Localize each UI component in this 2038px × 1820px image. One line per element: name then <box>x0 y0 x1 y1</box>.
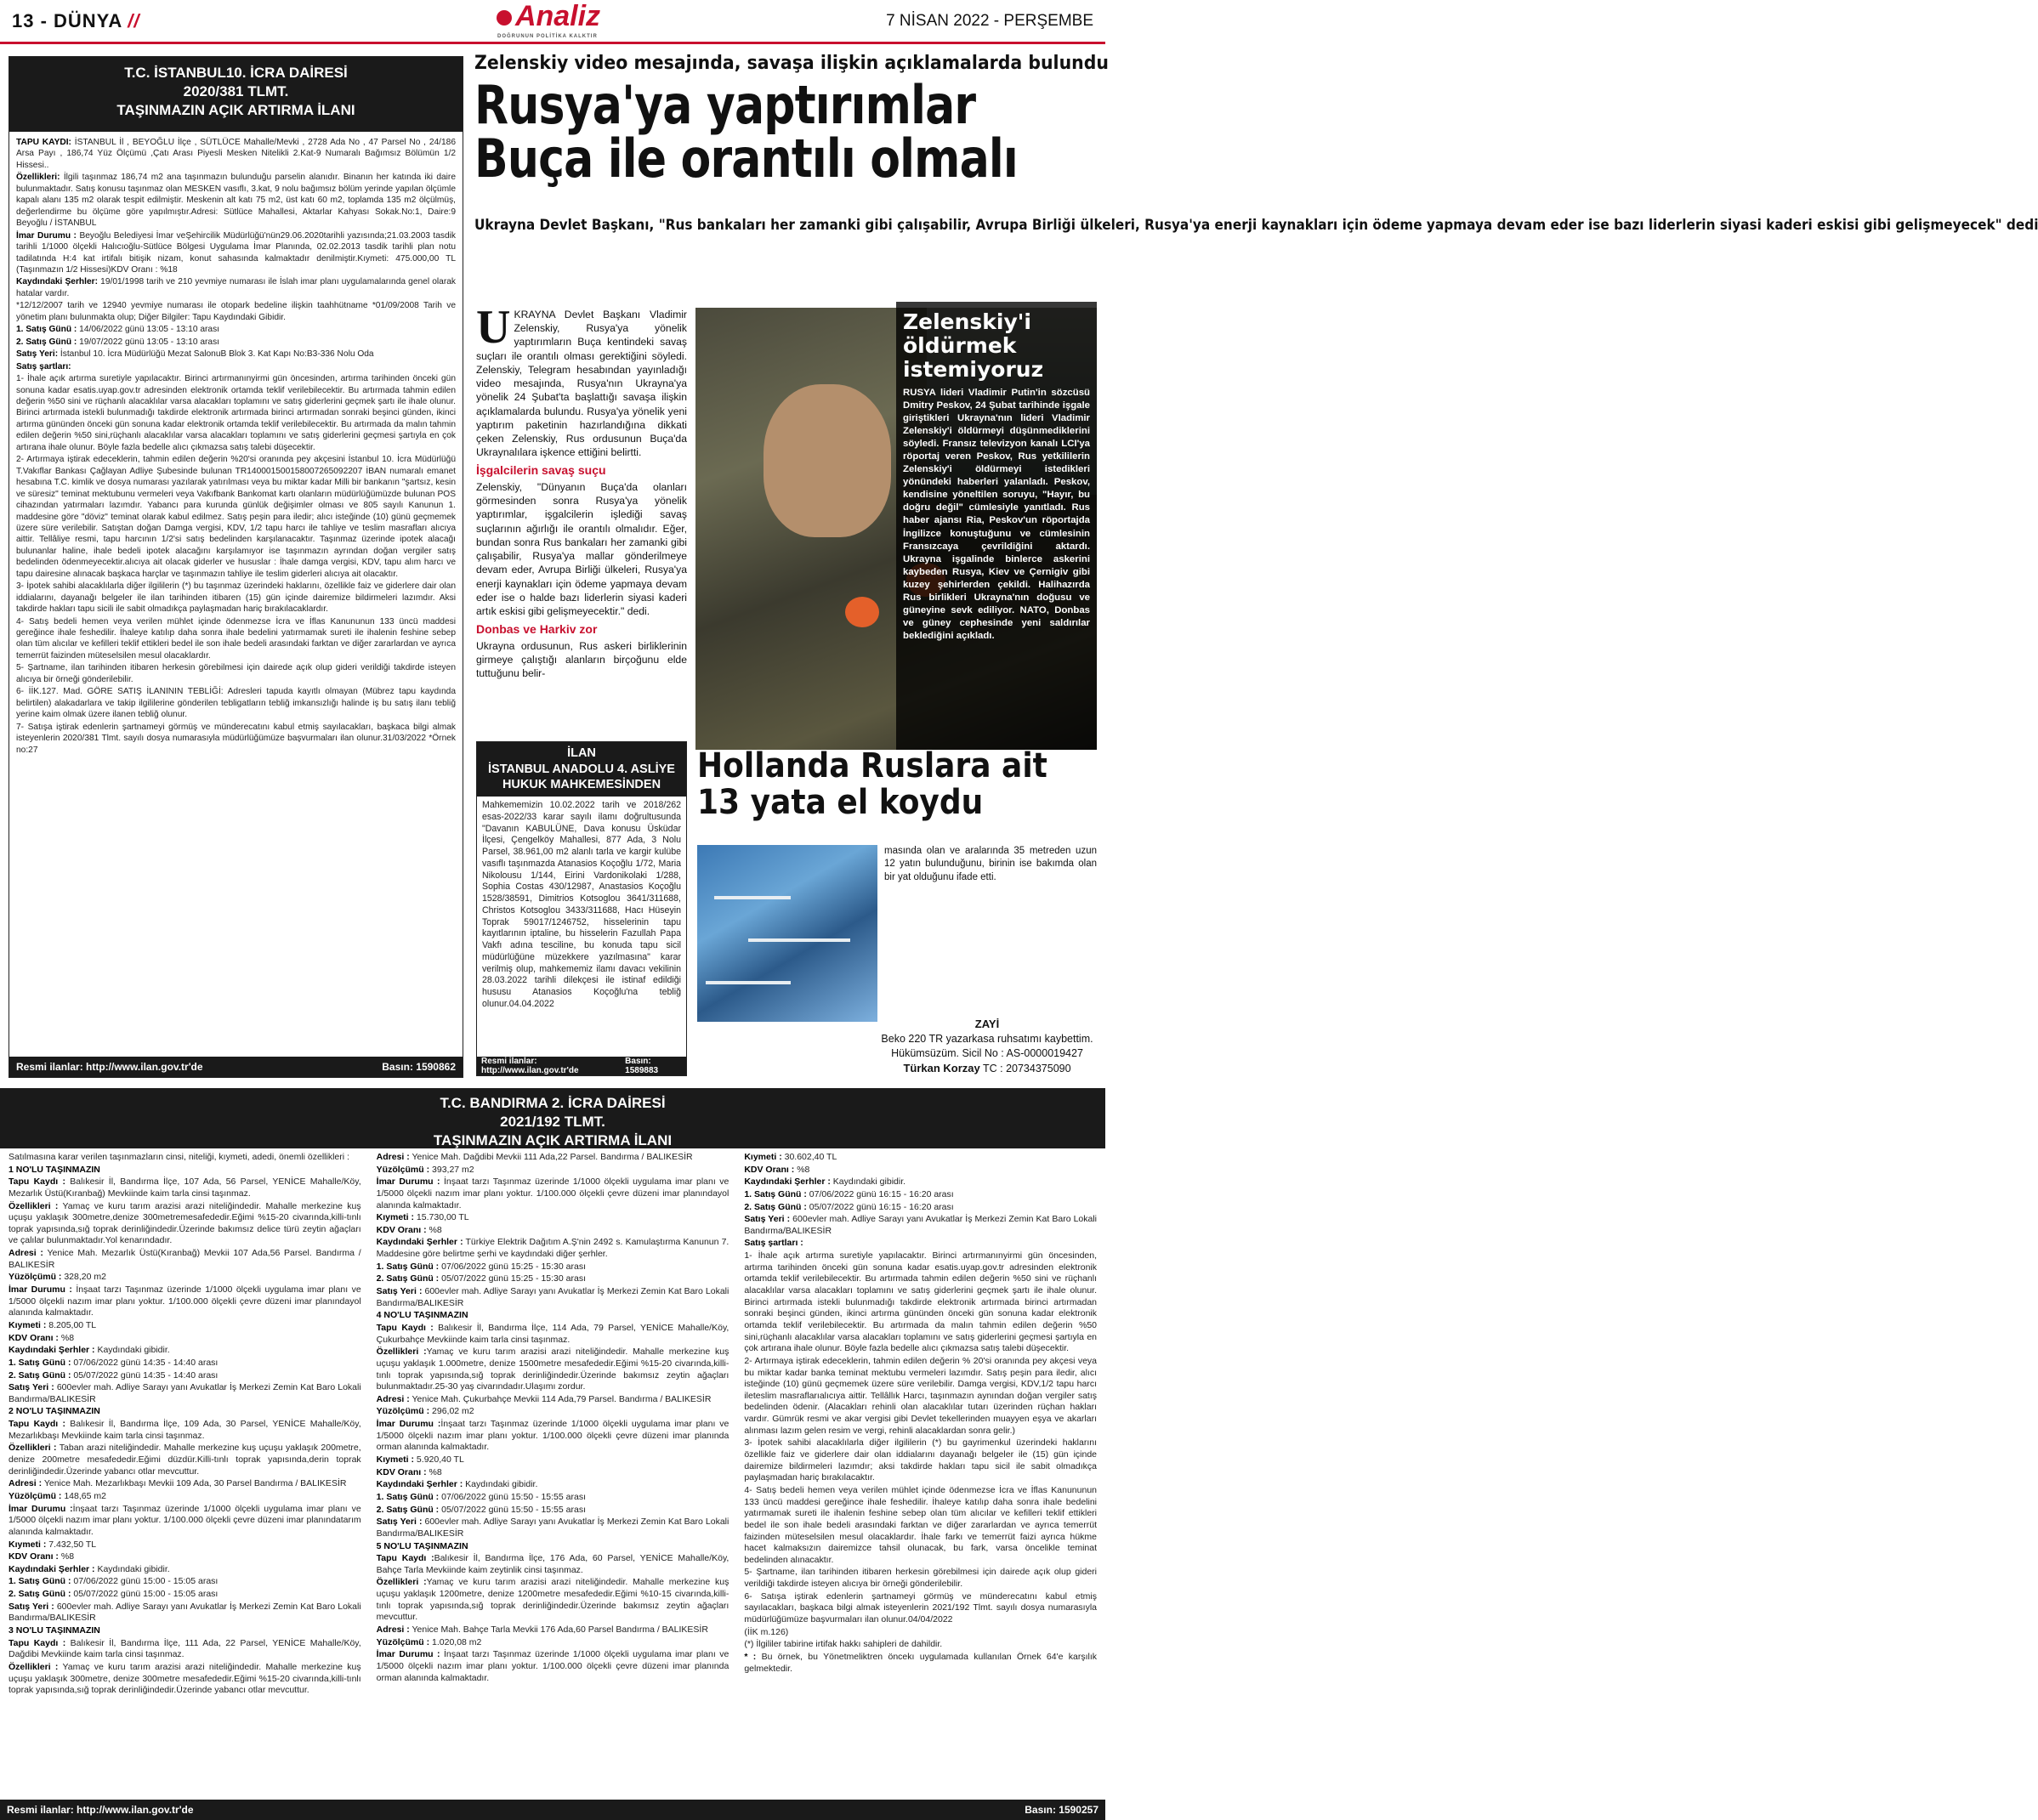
bottom-notice-column-3 <box>744 1152 1097 1798</box>
bottom-notice-footer <box>0 1800 1105 1820</box>
notice-paragraph: Satış Yeri : 600evler mah. Adliye Sarayı yanı Avukatlar İş Merkezi Zemin Kat Baro Lokali Bandırma/BALIKESİR <box>744 1214 1098 1236</box>
headline-line1: Rusya'ya yaptırımlar <box>474 74 976 136</box>
notice-paragraph: Satış Yeri : 600evler mah. Adliye Sarayı yanı Avukatlar İş Merkezi Zemin Kat Baro Lokali Bandırma/BALIKESİR <box>376 1517 729 1539</box>
article-deck: Ukrayna Devlet Başkanı, "Rus bankaları her zamanki gibi çalışabilir, Avrupa Birliği ülkeleri, Rusya'ya enerji kaynakları için ödeme yapmaya devam eder ise bazı liderlerin siyasi kaderi eskisi gibi gelişmeyecek" dedi <box>474 217 2038 234</box>
left-notice-footer-url: Resmi ilanlar: http://www.ilan.gov.tr'de <box>16 1061 203 1073</box>
logo-mark-icon <box>497 10 512 26</box>
yacht-shape <box>706 981 791 984</box>
notice-paragraph: Tapu Kaydı : Balıkesir İl, Bandırma İlçe, 109 Ada, 30 Parsel, YENİCE Mahalle/Köy, Mezarlıkbaşı Mevkiinde kaim tarla cinsi taşınmaz. <box>9 1419 361 1441</box>
headline-line2: Buça ile orantılı olmalı <box>474 128 1018 190</box>
zayi-notice <box>876 1017 1098 1076</box>
yacht-shape <box>714 896 791 899</box>
hollanda-headline: Hollanda Ruslara ait 13 yata el koydu <box>697 746 1047 823</box>
notice-paragraph: 4- Satış bedeli hemen veya verilen mühlet içinde ödenmezse İcra ve İflas Kanununun 133 üncü maddesi gereğince ihale feshedilir. İhaleye katılıp daha sonra ihale bedelini yatırmamak sureti ile ihalenin feshine sebep olan tüm alıcılar ve kefilleri teklif ettikleri bedel ile son ihale bedeli arasındaki farktan ve diğer zararlardan ve ayrıca temerrüt faizinden müteselsilen mesul olacaklardır. <box>16 616 456 661</box>
notice-paragraph: 2. Satış Günü : 05/07/2022 günü 15:50 - 15:55 arası <box>376 1504 586 1515</box>
sidebar-title: Zelenskiy'i öldürmek istemiyoruz <box>903 309 1044 382</box>
notice-paragraph: 2. Satış Günü : 05/07/2022 günü 15:00 - 15:05 arası <box>9 1589 219 1600</box>
notice-paragraph: (*) İlgililer tabirine irtifak hakkı sahipleri de dahildir. <box>744 1639 943 1650</box>
bottom-notice-footer-code: Basın: 1590257 <box>1025 1804 1098 1816</box>
notice-paragraph: Özellikleri :Yamaç ve kuru tarım arazisi arazi niteliğindedir. Mahalle merkezine kuş uçuşu yaklaşık 1.000metre, denize 1500metre mesafededir.Eğimi %15-20 civarında,killi-tınlı toprak yapısında,sığ toprak derinliğindedir.Üzerinde bakımsız zeytin ağaçları bulunmaktadır.25-30 yaş civarındadır.Ulaşımı zordur. <box>376 1347 729 1392</box>
photo-face <box>764 384 891 537</box>
notice-paragraph: Kıymeti : 5.920,40 TL <box>376 1454 464 1466</box>
left-notice-title2: 2020/381 TLMT. <box>183 83 289 100</box>
article-column-1 <box>476 301 687 741</box>
left-legal-notice <box>9 56 463 1078</box>
hollanda-col-2 <box>884 845 1097 886</box>
yacht-shape <box>748 938 850 942</box>
article-subhead: Donbas ve Harkiv zor <box>476 622 598 637</box>
notice-paragraph: Yüzölçümü : 296,02 m2 <box>376 1406 474 1417</box>
yacht-photo <box>697 845 877 1022</box>
notice-paragraph: 2. Satış Günü : 19/07/2022 günü 13:05 - 13:10 arası <box>16 337 219 347</box>
notice-paragraph: İmar Durumu :İnşaat tarzı Taşınmaz üzerinde 1/1000 ölçekli uygulama imar planı ve 1/5000 ölçekli nazım imar planı yoktur. 1/100.000 ölçekli çevre düzeni imar planında orman alanında kalmaktadır. <box>376 1419 729 1453</box>
left-notice-body <box>9 132 463 1050</box>
notice-paragraph: Satış şartları : <box>744 1238 803 1249</box>
left-notice-title3: TAŞINMAZIN AÇIK ARTIRMA İLANI <box>116 102 355 119</box>
notice-paragraph: Yüzölçümü : 393,27 m2 <box>376 1164 474 1175</box>
sidebar-text <box>903 387 1090 643</box>
notice-paragraph: Yüzölçümü : 148,65 m2 <box>9 1490 106 1501</box>
left-notice-header <box>9 57 463 132</box>
notice-paragraph: KDV Oranı : %8 <box>376 1224 442 1235</box>
sidebar-lead: RUSYA <box>903 388 936 398</box>
notice-paragraph: Özellikleri : Taban arazi niteliğindedir. Mahalle merkezine kuş uçuşu yaklaşık 200metre, denize 200metre mesafededir.Eğimi düzdür.Killi-tınlı toprak yapısında,derin toprak derinliğindedir.Üzerinde yabancı otlar mevcuttur. <box>9 1443 361 1477</box>
notice-paragraph: Adresi : Yenice Mah. Mezarlıkbaşı Mevkii 109 Ada, 30 Parsel Bandırma / BALIKESİR <box>9 1478 347 1489</box>
bottom-notice-columns <box>9 1152 1097 1798</box>
notice-paragraph: (İİK m.126) <box>744 1626 789 1637</box>
notice-paragraph: Kaydındaki Şerhler : Kaydındaki gibidir. <box>9 1345 170 1356</box>
notice-paragraph: 2- Artırmaya iştirak edeceklerin, tahmin edilen değerin % 20'si oranında pey akçesi veya bu miktar kadar banka teminat mektubu vermeleri lazımdır. Satış peşin para iledir, alıcı isteğinde (10) günü geçmemek üzere süre verilebilir. Damga vergisi, KDV,1/2 tapu harcı ileteslim masraflarıalıcıya aittir. Tellâllık Harcı, taşınmazın aynından doğan vergiler satış bedelinden ödenir. (Alacakları rehinli olan alacaklılar tutarı üzerinden rüçhan hakları vardır. Gümrük resmi ve akar vergisi gibi Devlet tekellerinden muayyen eşya ve akarları alınması lazım gelen resim ve vergi, rehinli alacaklardan sonra gelir.) <box>744 1355 1098 1436</box>
article-kicker: Zelenskiy video mesajında, savaşa ilişkin açıklamalarda bulundu <box>474 53 1109 74</box>
notice-paragraph: Özellikleri :Yamaç ve kuru tarım arazisi arazi niteliğindedir. Mahalle merkezine kuş uçuşu yaklaşık 1200metre, denize 1200metre mesafededir.Eğimi %10-15 civarında,killi-tınlı toprak yapısında,sığ toprak derinliğindedir.Üzerinde bakımsız zeytin ağaçları mevcuttur. <box>376 1577 729 1623</box>
notice-paragraph: *12/12/2007 tarih ve 12940 yevmiye numarası ile otopark bedeline ilişkin taahhütname *01/09/2008 Tarih ve yönetim planı bulunmakta olup; Diğer Bilgiler: Tapu Kaydındaki Gibidir. <box>16 301 456 322</box>
notice-paragraph: Adresi : Yenice Mah. Dağdibi Mevkii 111 Ada,22 Parsel. Bandırma / BALIKESİR <box>376 1152 693 1162</box>
notice-paragraph: 2. Satış Günü : 05/07/2022 günü 16:15 - 16:20 arası <box>744 1201 954 1212</box>
mid-notice-footer-url: Resmi ilanlar: http://www.ilan.gov.tr'de <box>481 1057 579 1075</box>
notice-paragraph: İmar Durumu : İnşaat tarzı Taşınmaz üzerinde 1/1000 ölçekli uygulama imar planı ve 1/5000 ölçekli nazım imar planı yoktur. 1/100.000 ölçekli çevre düzeni imar planında orman alanında kalmaktadır. <box>376 1649 729 1683</box>
zayi-title: ZAYİ <box>974 1018 1000 1030</box>
notice-paragraph: Satış Yeri: İstanbul 10. İcra Müdürlüğü Mezat SalonuB Blok 3. Kat Kapı No:B3-336 Nolu Oda <box>16 349 374 360</box>
notice-paragraph: Yüzölçümü : 328,20 m2 <box>9 1272 106 1283</box>
mid-notice-title2: İSTANBUL ANADOLU 4. ASLİYE <box>488 762 675 776</box>
notice-paragraph: KDV Oranı : %8 <box>9 1332 75 1343</box>
article-headline <box>474 74 1018 190</box>
notice-paragraph: 1. Satış Günü : 07/06/2022 günü 14:35 - 14:40 arası <box>9 1357 219 1368</box>
dropcap: U <box>476 301 511 354</box>
notice-paragraph: 2. Satış Günü : 05/07/2022 günü 14:35 - 14:40 arası <box>9 1369 219 1381</box>
notice-paragraph: 1 NO'LU TAŞINMAZIN <box>9 1164 100 1175</box>
notice-paragraph: Adresi : Yenice Mah. Bahçe Tarla Mevkii 176 Ada,60 Parsel Bandırma / BALIKESİR <box>376 1624 708 1635</box>
article-paragraph: Ukrayna ordusunun, Rus askeri birliklerinin girmeye çalıştığı alanların birçoğunu elde tuttuğunu belir- <box>476 639 687 680</box>
mid-notice-title1: İLAN <box>567 746 596 760</box>
left-notice-footer <box>9 1057 463 1077</box>
notice-paragraph: Özellikleri: İlgili taşınmaz 186,74 m2 ana taşınmazın bulunduğu parselin alanıdır. Binanın her katında iki daire bulunmaktadır. Satış konusu taşınmaz olan MESKEN vasıflı, 3.kat, 9 nolu bağımsız bölüm yerinde yapılan ölçümle kapalı alanı 135 m2 olarak tespit edilmiştir. Meskenin alt katı 75 m2, üst katı 60 m2, toplamda 135 m2 ölçülmüş, değerlendirme bu ölçüme göre yapılmıştır.Adresi: Sütlüce Mahallesi, Aktarlar Kahyası Sokak.No:1, Daire:9 Beyoğlu / İSTANBUL <box>16 173 456 229</box>
notice-paragraph: * : Bu örnek, bu Yönetmeliktren öncekı uygulamada kullanılan Örnek 64'e karşılık gelmektedir. <box>744 1651 1098 1674</box>
zayi-line1: Beko 220 TR yazarkasa ruhsatımı kaybettim. <box>881 1032 1093 1045</box>
notice-paragraph: KDV Oranı : %8 <box>9 1551 75 1562</box>
article-paragraph: KRAYNA Devlet Başkanı Vladimir Zelenskiy, Rusya'ya yönelik yaptırımların Buça kentindeki savaş suçları ile orantılı olması gerektiğini söyledi. Zelenskiy, Telegram hesabından yayınladığı video mesajında, Rusya'nın Ukrayna'ya yönelik 24 Şubat'ta başlattığı savaşa ilişkin açıklamalarda bulundu. Rusya'ya yönelik yeni yaptırım paketinin hazırlandığına dikkati çeken Zelenskiy, Rus ordusunun Buça'da Ukraynalılara işkence ettiğini belirtti. <box>476 309 687 459</box>
notice-paragraph: Tapu Kaydı : Balıkesir İl, Bandırma İlçe, 114 Ada, 79 Parsel, YENİCE Mahalle/Köy, Çukurbahçe Mevkiinde kaim tarla cinsi taşınmaz. <box>376 1322 729 1345</box>
issue-date: 7 NİSAN 2022 - PERŞEMBE <box>886 12 1093 30</box>
notice-paragraph: 2- Artırmaya iştirak edeceklerin, tahmin edilen değerin %20'si oranında pey akçesini İstanbul 10. İcra Müdürlüğü T.Vakıflar Bankası Çağlayan Adliye Şubesinde bulunan TR140001500158007265092207 İBAN numaralı emanet hesabına T.C. kimlik ve dosya numarası yazılarak yatırılması veya bu miktar kadar Milli bir bankanın "şartsız, kesin ve süresiz" teminat mektubunu vermeleri veya Vakıfbank Bankomat kartı olanların müdürlüğümüzde bulunan POS cihazından yatırmaları lazımdır. Yabancı para kurunda günlük değişimler olması ve 805 sayılı Kanunun 1. maddesine göre "döviz" teminat olarak kabul edilmez. Satış peşin para iledir; alıcı isteğinde (10) günü geçmemek üzere süre verilebilir. Satıştan doğan Damga vergisi, KDV, 1/2 tapu harcı ile tahliye ve teslim masrafları alıcıya aittir. Tellâliye resmi, tapu harcının 1/2'si satış bedelinden karşılanacaktır. Taşınmaz üzerinde ipotek alacağı bulunanlar haline, ihale bedeli ipotek alacağını karşılamıyor ise taşınmazın ayrından doğan vergiler satış bedelinden ödenmeyecektir.alıcıya ait olacak giderler ve hususlar : İhale damga vergisi, KDV, tapu alım harcı ve tapu dairesine alınacak başkaca harçlar ve taşınmazın tahliye ile teslim giderleri alıcıya ait olacaktır. <box>16 455 456 579</box>
left-notice-title1: T.C. İSTANBUL10. İCRA DAİRESİ <box>124 65 348 81</box>
mid-notice-footer <box>477 1057 686 1075</box>
bottom-notice-title3: TAŞINMAZIN AÇIK ARTIRMA İLANI <box>433 1131 673 1148</box>
bottom-notice-title1: T.C. BANDIRMA 2. İCRA DAİRESİ <box>440 1095 666 1111</box>
notice-paragraph: 2 NO'LU TAŞINMAZIN <box>9 1406 100 1417</box>
notice-paragraph: 1. Satış Günü : 07/06/2022 günü 16:15 - 16:20 arası <box>744 1188 954 1199</box>
notice-paragraph: 1. Satış Günü : 07/06/2022 günü 15:25 - 15:30 arası <box>376 1261 586 1272</box>
notice-paragraph: Özellikleri : Yamaç ve kuru tarım arazisi arazi niteliğindedir. Mahalle merkezine kuş uçuşu yaklaşık 300metre,denize 300metremesafededir.Eğimi %15-20 civarında,killi-tınlı toprak yapısında,sığ toprak derinliğindedir.Üzerinde bakımsız delice türü zeytin ağaçları ve çalılar bulunmaktadır.Yol kenarındadır. <box>9 1200 361 1246</box>
notice-paragraph: 1- İhale açık artırma suretiyle yapılacaktır. Birinci artırmanınyirmi gün öncesinden, artırma tarihinden önceki gün sonuna kadar esatis.uyap.gov.tr adresinden elektronik ortamda teklif verilebilecektir. Bu artırmada tahmin edilen değerin %50 sini ve rüçhanlı alacaklılar varsa alacakları toplamını ve satış giderlerini geçmek şartı ile ihale olunur. Birinci artırmada istekli bulunmadığı takdirde elektronik artırmada birinci artırmadan sonraki beşinci günden, ikinci artırma gününden önceki gün sonuna kadar elektronik ortamda teklif verilebilecektir. Bu artırmada da malın tahmin edilen değerin %50 sini,rüçhanlı alacaklılar varsa alacakları toplamını ve satış giderlerini geçmesi şartıyla en çok artırana ihale olunur. Böyle fazla bedelle alıcı çıkmazsa satış talebi düşecektir. <box>744 1250 1098 1354</box>
notice-paragraph: İmar Durumu : Beyoğlu Belediyesi İmar veŞehircilik Müdürlüğü'nün29.06.2020tarihli yazısında;21.03.2003 tasdik tarihli 1/1000 ölçekli Halıcıoğlu-Sütlüce Bölgesi Uygulama İmar Planında, 02.02.2013 tasdik tarihli plan notu tadilatında H:4 kat irtifalı bitişik nizam, konut sahasında kalmaktadır denilmiştir.Kıymeti: 475.000,00 TL (Taşınmazın 1/2 Hissesi)KDV Oranı : %18 <box>16 230 457 275</box>
notice-paragraph: Kaydındaki Şerhler: 19/01/1998 tarih ve 210 yevmiye numarası ile İslah imar planı uygulamalarında genel olarak hatalar vardır. <box>16 277 457 298</box>
notice-paragraph: Tapu Kaydı :Balıkesir İl, Bandırma İlçe, 176 Ada, 60 Parsel, YENİCE Mahalle/Köy, Bahçe Tarla Mevkiinde kaim zeytinlik cinsi taşınmaz. <box>376 1553 729 1575</box>
notice-paragraph: 2. Satış Günü : 05/07/2022 günü 15:25 - 15:30 arası <box>376 1273 586 1284</box>
notice-paragraph: 3 NO'LU TAŞINMAZIN <box>9 1624 100 1636</box>
notice-paragraph: Kaydındaki Şerhler : Kaydındaki gibidir. <box>376 1479 538 1490</box>
zayi-name: Türkan Korzay <box>903 1061 980 1074</box>
notice-paragraph: 1- İhale açık artırma suretiyle yapılacaktır. Birinci artırmanınyirmi gün öncesinden, artırma tarihinden önceki gün sonuna kadar esatis.uyap.gov.tr adresinden elektronik ortamda teklif verilebilecektir. Bu artırmada tahmin edilen değerin %50 sini ve rüçhanlı alacaklılar varsa alacakları toplamını ve satış giderlerini geçmek şartı ile ihale olunur. Birinci artırmada istekli bulunmadığı takdirde elektronik artırmada birinci artırmadan sonraki beşinci günden, ikinci artırma gününden önceki gün sonuna kadar elektronik ortamda teklif verilebilecektir. Bu artırmada da malın tahmin edilen değerin %50 sini,rüçhanlı alacaklılar varsa alacakları toplamını ve satış giderlerini geçmesi şartıyla en çok artırana ihale olunur. Böyle fazla bedelle alıcı çıkmazsa satış talebi düşecektir. <box>16 374 456 452</box>
notice-paragraph: Satış Yeri : 600evler mah. Adliye Sarayı yanı Avukatlar İş Merkezi Zemin Kat Baro Lokali Bandırma/BALIKESİR <box>9 1382 361 1404</box>
zayi-line2: Hükümsüzüm. Sicil No : AS-0000019427 <box>891 1046 1083 1059</box>
left-notice-footer-code: Basın: 1590862 <box>382 1061 456 1073</box>
notice-paragraph: KDV Oranı : %8 <box>376 1466 442 1477</box>
bottom-notice-footer-url: Resmi ilanlar: http://www.ilan.gov.tr'de <box>7 1804 194 1816</box>
notice-paragraph: 6- İİK.127. Mad. GÖRE SATIŞ İLANININ TEBLİĞİ: Adresleri tapuda kayıtlı olmayan (Mübrez tapu kaydında belirtilen) alakadarlara ve takip ilgililerine gönderilen tebligatların tebliğ imkansızlığı halinde iş bu satış ilanı tebliğ yerine kaim olmak üzere ilanen tebliğ olunur. <box>16 687 456 720</box>
notice-paragraph: 4 NO'LU TAŞINMAZIN <box>376 1310 468 1321</box>
notice-paragraph: Satış şartları: <box>16 361 71 371</box>
mid-legal-notice <box>476 741 687 1076</box>
notice-paragraph: Satış Yeri : 600evler mah. Adliye Sarayı yanı Avukatlar İş Merkezi Zemin Kat Baro Lokali Bandırma/BALIKESİR <box>9 1601 361 1624</box>
bottom-notice-header <box>0 1089 1105 1148</box>
notice-paragraph: Kıymeti : 7.432,50 TL <box>9 1539 97 1550</box>
notice-paragraph: KDV Oranı : %8 <box>744 1164 810 1175</box>
notice-paragraph: Tapu Kaydı : Balıkesir İl, Bandırma İlçe, 107 Ada, 56 Parsel, YENİCE Mahalle/Köy, Mezarlık Üstü(Kıranbağ) Mevkiinde kaim tarla cinsi taşınmaz. <box>9 1176 361 1199</box>
bottom-legal-notice <box>0 1088 1105 1820</box>
sidebar-box <box>896 302 1097 750</box>
notice-paragraph: Satılmasına karar verilen taşınmazların cinsi, niteliği, kıymeti, adedi, önemli özellikleri : <box>9 1152 349 1162</box>
notice-paragraph: Adresi : Yenice Mah. Mezarlık Üstü(Kıranbağ) Mevkii 107 Ada,56 Parsel. Bandırma / BALIKESİR <box>9 1248 361 1270</box>
notice-paragraph: 3- İpotek sahibi alacaklılarla diğer ilgililerin (*) bu gayrimenkul üzerindeki haklarını özellikle faiz ve giderlere dair olan iddialarını dayanağı belgeler ile (15) gün içinde dairemize bildirmeleri lazımdır; aksi takdirde hakları tapu sicil ile sabit olmadıkça paylaşmadan hariç bırakılacaktır. <box>744 1437 1098 1483</box>
bottom-notice-title2: 2021/192 TLMT. <box>500 1113 605 1130</box>
notice-paragraph: Kıymeti : 8.205,00 TL <box>9 1319 97 1330</box>
notice-paragraph: Tapu Kaydı : Balıkesir İl, Bandırma İlçe, 111 Ada, 22 Parsel, YENİCE Mahalle/Köy, Dağdibi Mevkiinde kaim tarla cinsi taşınmaz. <box>9 1637 361 1660</box>
notice-paragraph: 7- Satışa iştirak edenlerin şartnameyi görmüş ve münderecatını kabul etmiş sayılacakları, başkaca bilgi almak isteyenlerin 2020/381 Tlmt. sayılı dosya numarasıyla müdürlüğümüze başvurmaları ilan olunur.31/03/2022 *Örnek no:27 <box>16 722 456 755</box>
page-label: 13 - DÜNYA // <box>12 10 140 31</box>
notice-paragraph: Yüzölçümü : 1.020,08 m2 <box>376 1636 482 1647</box>
newspaper-logo: Analiz DOĞRUNUN POLİTİKA KALKTIR <box>497 0 601 39</box>
notice-paragraph: İmar Durumu : İnşaat tarzı Taşınmaz üzerinde 1/1000 ölçekli uygulama imar planı ve 1/5000 ölçekli nazım imar planı yoktur. 1/100.000 ölçekli çevre düzeni imar planındayol alanında kalmaktadır. <box>9 1284 361 1318</box>
notice-paragraph: 1. Satış Günü : 07/06/2022 günü 15:50 - 15:55 arası <box>376 1491 586 1502</box>
bottom-notice-column-1 <box>9 1152 361 1798</box>
notice-paragraph: Kaydındaki Şerhler : Kaydındaki gibidir. <box>744 1176 906 1188</box>
notice-paragraph: Kıymeti : 15.730,00 TL <box>376 1212 469 1223</box>
notice-paragraph: İmar Durumu :İnşaat tarzı Taşınmaz üzerinde 1/1000 ölçekli uygulama imar planı ve 1/5000 ölçekli nazım imar planı yoktur. 1/100.000 ölçekli çevre düzeni imar planındatarım alanında kalmaktadır. <box>9 1503 361 1537</box>
mid-notice-body: Mahkememizin 10.02.2022 tarih ve 2018/262 esas-2022/33 karar sayılı ilamı doğrultusunda "Davanın KABULÜNE, Dava konusu Üsküdar İlçesi, Çengelköy Mahallesi, 877 Ada, 3 Nolu Parsel, 38.961,00 m2 alanlı tarla ve kargir kulübe vasıflı taşınmazda Atanasios Koçoğlu 1/72, Maria Nikolousu 1/144, Eirini Vardonikolaki 1/288, Sophia Costas 430/12987, Anastasios Koçoğlu 1528/38591, Dimitrios Kotsoglou 3641/311688, Christos Kotsoglou 3433/311688, Hacı Hüseyin Toprak 59017/1246752, hisselerinin tapu kayıtlarının iptaline, bu hisselerin Fazullah Papa Vakfı adına tesciline, bu konuda tapu sicil müdürlüğüne müzekkere yazılmasına" karar verilmiş olup, mahkememiz ilamı davacı vekilinin 28.03.2022 tarihli dilekçesi ile istinaf edildiği hususu Atanasios Koçoğlu'na tebliğ olunur.04.04.2022 <box>482 800 681 1010</box>
notice-paragraph: Özellikleri : Yamaç ve kuru tarım arazisi arazi niteliğindedir. Mahalle merkezine kuş uçuşu yaklaşık 300metre, denize 300metre mesafededir.Eğimi %15-20 civarında,killi-tınlı toprak yapısında,sığ toprak derinliğindedir.Üzerinde yabancı otlar mevcuttur. <box>9 1661 361 1696</box>
notice-paragraph: TAPU KAYDI: İSTANBUL İl , BEYOĞLU İlçe , SÜTLÜCE Mahalle/Mevki , 2728 Ada No , 47 Parsel No , 24/186 Arsa Payı , 186,74 Yüz Ölçümü ,Çatı Arası Piyesli Mesken Nitelikli 2.Kat-9 Numaralı Bağımsız Bölümün 1/2 Hissesi.. <box>16 138 456 170</box>
notice-paragraph: 5- Şartname, ilan tarihinden itibaren herkesin görebilmesi için dairede açık olup gideri verildiği takdirde isteyen alıcıya bir örneği gönderilebilir. <box>744 1567 1098 1590</box>
article-subhead: İşgalcilerin savaş suçu <box>476 463 606 478</box>
mid-notice-title3: HUKUK MAHKEMESİNDEN <box>502 778 661 792</box>
article-paragraph: Zelenskiy, "Dünyanın Buça'da olanları görmesinden sonra Rusya'ya yönelik yaptırımlar, işgalcilerin işlediği savaş suçlarının ağırlığı ile orantılı olmalıdır. Eğer, bundan sonra Rus bankaları her zamanki gibi çalışabilir, Rusya'ya mallar gönderilmeye devam eder, Avrupa Birliği ülkeleri, Rusya'ya enerji kaynakları için ödeme yapmaya devam eder ise o halde bazı liderlerin siyasi kaderi artık eskisi gibi gelişmeyecektir." dedi. <box>476 481 687 617</box>
microphone-icon <box>845 597 879 627</box>
notice-paragraph: İmar Durumu : İnşaat tarzı Taşınmaz üzerinde 1/1000 ölçekli uygulama imar planı ve 1/5000 ölçekli nazım imar planı yoktur. 1/100.000 ölçekli çevre düzeni imar planındayol alanında kalmaktadır. <box>376 1176 729 1210</box>
notice-paragraph: Kaydındaki Şerhler : Türkiye Elektrik Dağıtım A.Ş'nin 2492 s. Kamulaştırma Kanunun 7. Maddesine göre belirtme şerhi ve kaydındaki diğer şerhler. <box>376 1237 729 1260</box>
mid-notice-header <box>477 742 686 797</box>
mid-notice-footer-code: Basın: 1589883 <box>625 1057 659 1075</box>
notice-paragraph: Adresi : Yenice Mah. Çukurbahçe Mevkii 114 Ada,79 Parsel. Bandırma / BALIKESİR <box>376 1393 712 1404</box>
hollanda-paragraph-2: masında olan ve aralarında 35 metreden uzun 12 yatın bulunduğunu, birinin ise bakımda olan bir yat olduğunu ifade etti. <box>884 846 1097 882</box>
bottom-notice-column-2 <box>377 1152 729 1798</box>
page-header <box>0 0 1105 44</box>
notice-paragraph: 5- Şartname, ilan tarihinden itibaren herkesin görebilmesi için dairede açık olup gideri verildiği takdirde isteyen alıcıya bir örneği gönderilebilir. <box>16 663 456 684</box>
notice-paragraph: 1. Satış Günü : 07/06/2022 günü 15:00 - 15:05 arası <box>9 1576 219 1587</box>
logo-tagline: DOĞRUNUN POLİTİKA KALKTIR <box>497 34 598 39</box>
sidebar-body: lideri Vladimir Putin'in sözcüsü Dmitry Peskov, 24 Şubat tarihinde işgale giriştikleri Ukrayna'nın lideri Vladimir Zelenskiy'i öldürmeyi düşünmediklerini söyledi. Fransız televizyon kanalı LCI'ya röportaj veren Peskov, Rus yetkililerin Zelenskiy'i öldürmeyi istedikleri yönündeki haberleri yalanladı. Peskov, kendisine yöneltilen soruyu, "Hayır, bu doğru değil" cümlesiyle yanıtladı. Rus haber ajansı Ria, Peskov'un röportajda İngilizce konuştuğunu ve cümlesinin Fransızcaya çevrildiğini aktardı. Ukrayna işgalinde binlerce askerini kaybeden Rusya, Kiev ve Çernigiv gibi kuzey şehirlerden çekildi. Halihazırda Rus birlikleri Ukrayna'nın doğusu ve güneyine sevk ediliyor. NATO, Donbas ve güney cephesinde yeni saldırılar beklediğini açıkladı. <box>903 388 1090 641</box>
zayi-id: TC : 20734375090 <box>983 1062 1071 1074</box>
notice-paragraph: 3- İpotek sahibi alacaklılarla diğer ilgililerin (*) bu taşınmaz üzerindeki haklarını, özellikle faiz ve giderlere dair olan iddialarını, dayanağı belgeler ile ilan tarihinden itibaren (15) gün içinde dairemize bildirmeleri lazımdır. Aksi takdirde hakları tapu sicili ile sabit olmadıkça paylaşmadan hariç bırakılacaklardır. <box>16 581 456 615</box>
notice-paragraph: Kaydındaki Şerhler : Kaydındaki gibidir. <box>9 1563 170 1574</box>
notice-paragraph: 5 NO'LU TAŞINMAZIN <box>376 1540 468 1551</box>
notice-paragraph: 4- Satış bedeli hemen veya verilen mühlet içinde ödenmezse İcra ve İflas Kanununun 133 üncü maddesi gereğince ihale feshedilir. İhaleye katılıp daha sonra ihale bedelini yatırmamak sureti ile ihalenin feshine sebep olan tüm alıcılar ve kefilleri teklif ettikleri bedel ile son ihale bedeli arasındaki farktan ve diğer zararlardan ve ayrıca temerrüt faizinden müteselsilen mesul olacaklardır. İhale farkı ve temerrüt faizi ayrıca hükme hacet kalmaksızın dairemizce tahsil olunacak, bu fark, varsa öncelikle teminat bedelinden alınacaktır. <box>744 1484 1098 1565</box>
notice-paragraph: 6- Satışa iştirak edenlerin şartnameyi görmüş ve münderecatını kabul etmiş sayılacakları, başkaca bilgi almak isteyenlerin 2021/192 Tlmt. sayılı dosya numarasıyla müdürlüğümüze başvurmaları ilan olunur.04/04/2022 <box>744 1590 1098 1624</box>
notice-paragraph: Satış Yeri : 600evler mah. Adliye Sarayı yanı Avukatlar İş Merkezi Zemin Kat Baro Lokali Bandırma/BALIKESİR <box>376 1286 729 1308</box>
notice-paragraph: 1. Satış Günü : 14/06/2022 günü 13:05 - 13:10 arası <box>16 325 219 335</box>
notice-paragraph: Kıymeti : 30.602,40 TL <box>744 1152 837 1162</box>
